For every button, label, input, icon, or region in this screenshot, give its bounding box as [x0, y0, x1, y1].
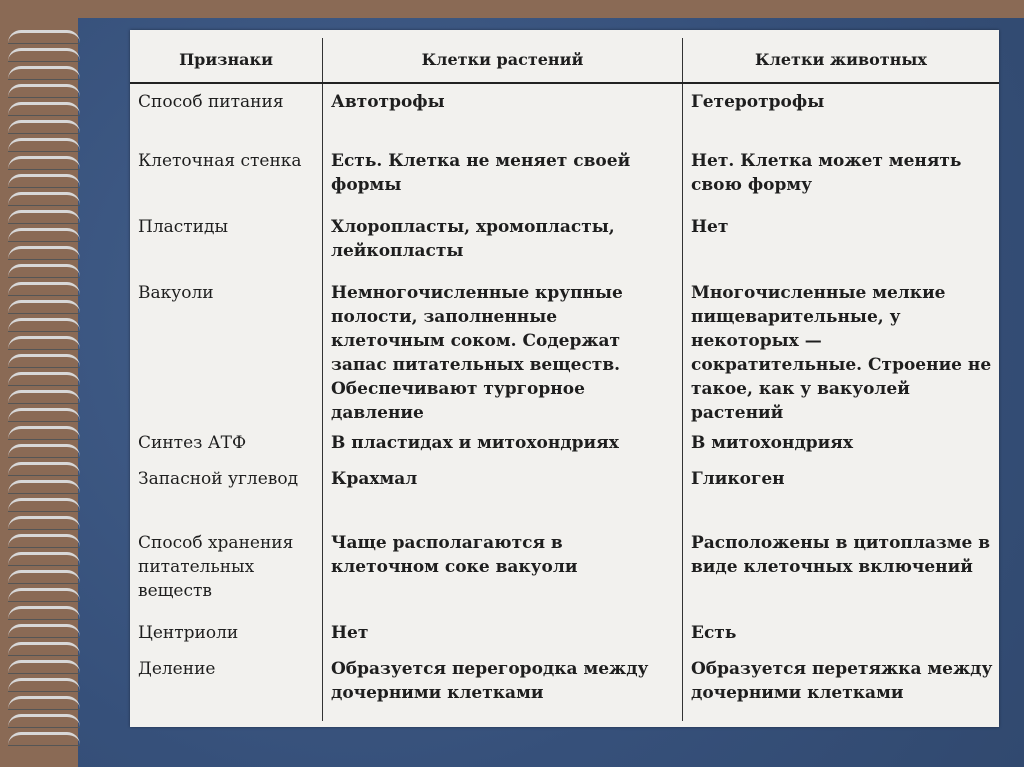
spiral-ring	[8, 246, 80, 259]
table-row	[130, 615, 999, 651]
row-animals: Многочисленные мелкие пищеварительные, у некоторых — сократительные. Строение не такое, как у вакуолей растений	[691, 283, 992, 423]
table-header-row	[130, 38, 999, 83]
spiral-ring	[8, 624, 80, 637]
table-row	[130, 425, 999, 461]
row-feature: Клеточная стенка	[130, 143, 323, 209]
spiral-ring	[8, 318, 80, 331]
spiral-ring	[8, 264, 80, 277]
row-feature: Пластиды	[130, 209, 323, 275]
spiral-ring	[8, 210, 80, 223]
table-row	[130, 525, 999, 615]
spiral-ring	[8, 120, 80, 133]
spiral-ring	[8, 498, 80, 511]
spiral-ring	[8, 426, 80, 439]
spiral-ring	[8, 336, 80, 349]
row-feature: Синтез АТФ	[130, 425, 323, 461]
row-animals: Расположены в цитоплазме в виде клеточных включений	[691, 533, 991, 577]
spiral-ring	[8, 516, 80, 529]
row-animals: Есть	[691, 623, 737, 643]
spiral-ring	[8, 84, 80, 97]
spiral-ring	[8, 228, 80, 241]
row-animals: Гетеротрофы	[691, 92, 825, 112]
spiral-ring	[8, 606, 80, 619]
spiral-ring	[8, 462, 80, 475]
row-plants: В пластидах и митохондриях	[323, 425, 683, 461]
spiral-ring	[8, 102, 80, 115]
spiral-ring	[8, 678, 80, 691]
header-animal-cells: Клетки животных	[683, 38, 1000, 83]
spiral-ring	[8, 30, 80, 43]
spiral-ring	[8, 642, 80, 655]
row-plants: Чаще располагаются в клеточном соке вакуоли	[323, 525, 683, 615]
table-row	[130, 651, 999, 721]
table-sheet	[130, 30, 999, 727]
header-features: Признаки	[130, 38, 323, 83]
row-plants: Автотрофы	[323, 83, 683, 143]
row-animals: Гликоген	[691, 469, 785, 489]
spiral-ring	[8, 444, 80, 457]
table-row	[130, 209, 999, 275]
spiral-ring	[8, 660, 80, 673]
row-plants: Крахмал	[323, 461, 683, 525]
spiral-ring	[8, 714, 80, 727]
row-feature: Вакуоли	[130, 275, 323, 425]
spiral-ring	[8, 534, 80, 547]
row-animals: Нет. Клетка может менять свою форму	[691, 151, 962, 195]
spiral-ring	[8, 696, 80, 709]
spiral-ring	[8, 390, 80, 403]
spiral-ring	[8, 300, 80, 313]
spiral-ring	[8, 138, 80, 151]
table-row	[130, 143, 999, 209]
header-plant-cells: Клетки растений	[323, 38, 683, 83]
table-row	[130, 461, 999, 525]
spiral-ring	[8, 732, 80, 745]
spiral-ring	[8, 408, 80, 421]
spiral-ring	[8, 282, 80, 295]
table-row	[130, 83, 999, 143]
spiral-ring	[8, 66, 80, 79]
row-animals: Образуется перетяжка между дочерними клетками	[691, 659, 993, 703]
row-feature: Деление	[130, 651, 323, 721]
row-feature: Запасной углевод	[130, 461, 323, 525]
row-plants: Нет	[323, 615, 683, 651]
row-animals: В митохондриях	[691, 433, 853, 453]
notebook-spiral	[8, 30, 80, 750]
row-animals: Нет	[691, 217, 729, 237]
spiral-ring	[8, 480, 80, 493]
spiral-ring	[8, 588, 80, 601]
row-plants: Немногочисленные крупные полости, заполненные клеточным соком. Содержат запас питательных веществ. Обеспечивают тургорное давление	[323, 275, 683, 425]
row-feature: Способ питания	[130, 83, 323, 143]
table-row	[130, 275, 999, 425]
spiral-ring	[8, 192, 80, 205]
row-feature: Центриоли	[130, 615, 323, 651]
row-plants: Образуется перегородка между дочерними клетками	[323, 651, 683, 721]
spiral-ring	[8, 372, 80, 385]
spiral-ring	[8, 48, 80, 61]
spiral-ring	[8, 552, 80, 565]
spiral-ring	[8, 570, 80, 583]
row-feature: Способ хранения питательных веществ	[130, 525, 323, 615]
spiral-ring	[8, 354, 80, 367]
comparison-table	[130, 38, 999, 721]
spiral-ring	[8, 156, 80, 169]
spiral-ring	[8, 174, 80, 187]
row-plants: Хлоропласты, хромопласты, лейкопласты	[323, 209, 683, 275]
row-plants: Есть. Клетка не меняет своей формы	[323, 143, 683, 209]
